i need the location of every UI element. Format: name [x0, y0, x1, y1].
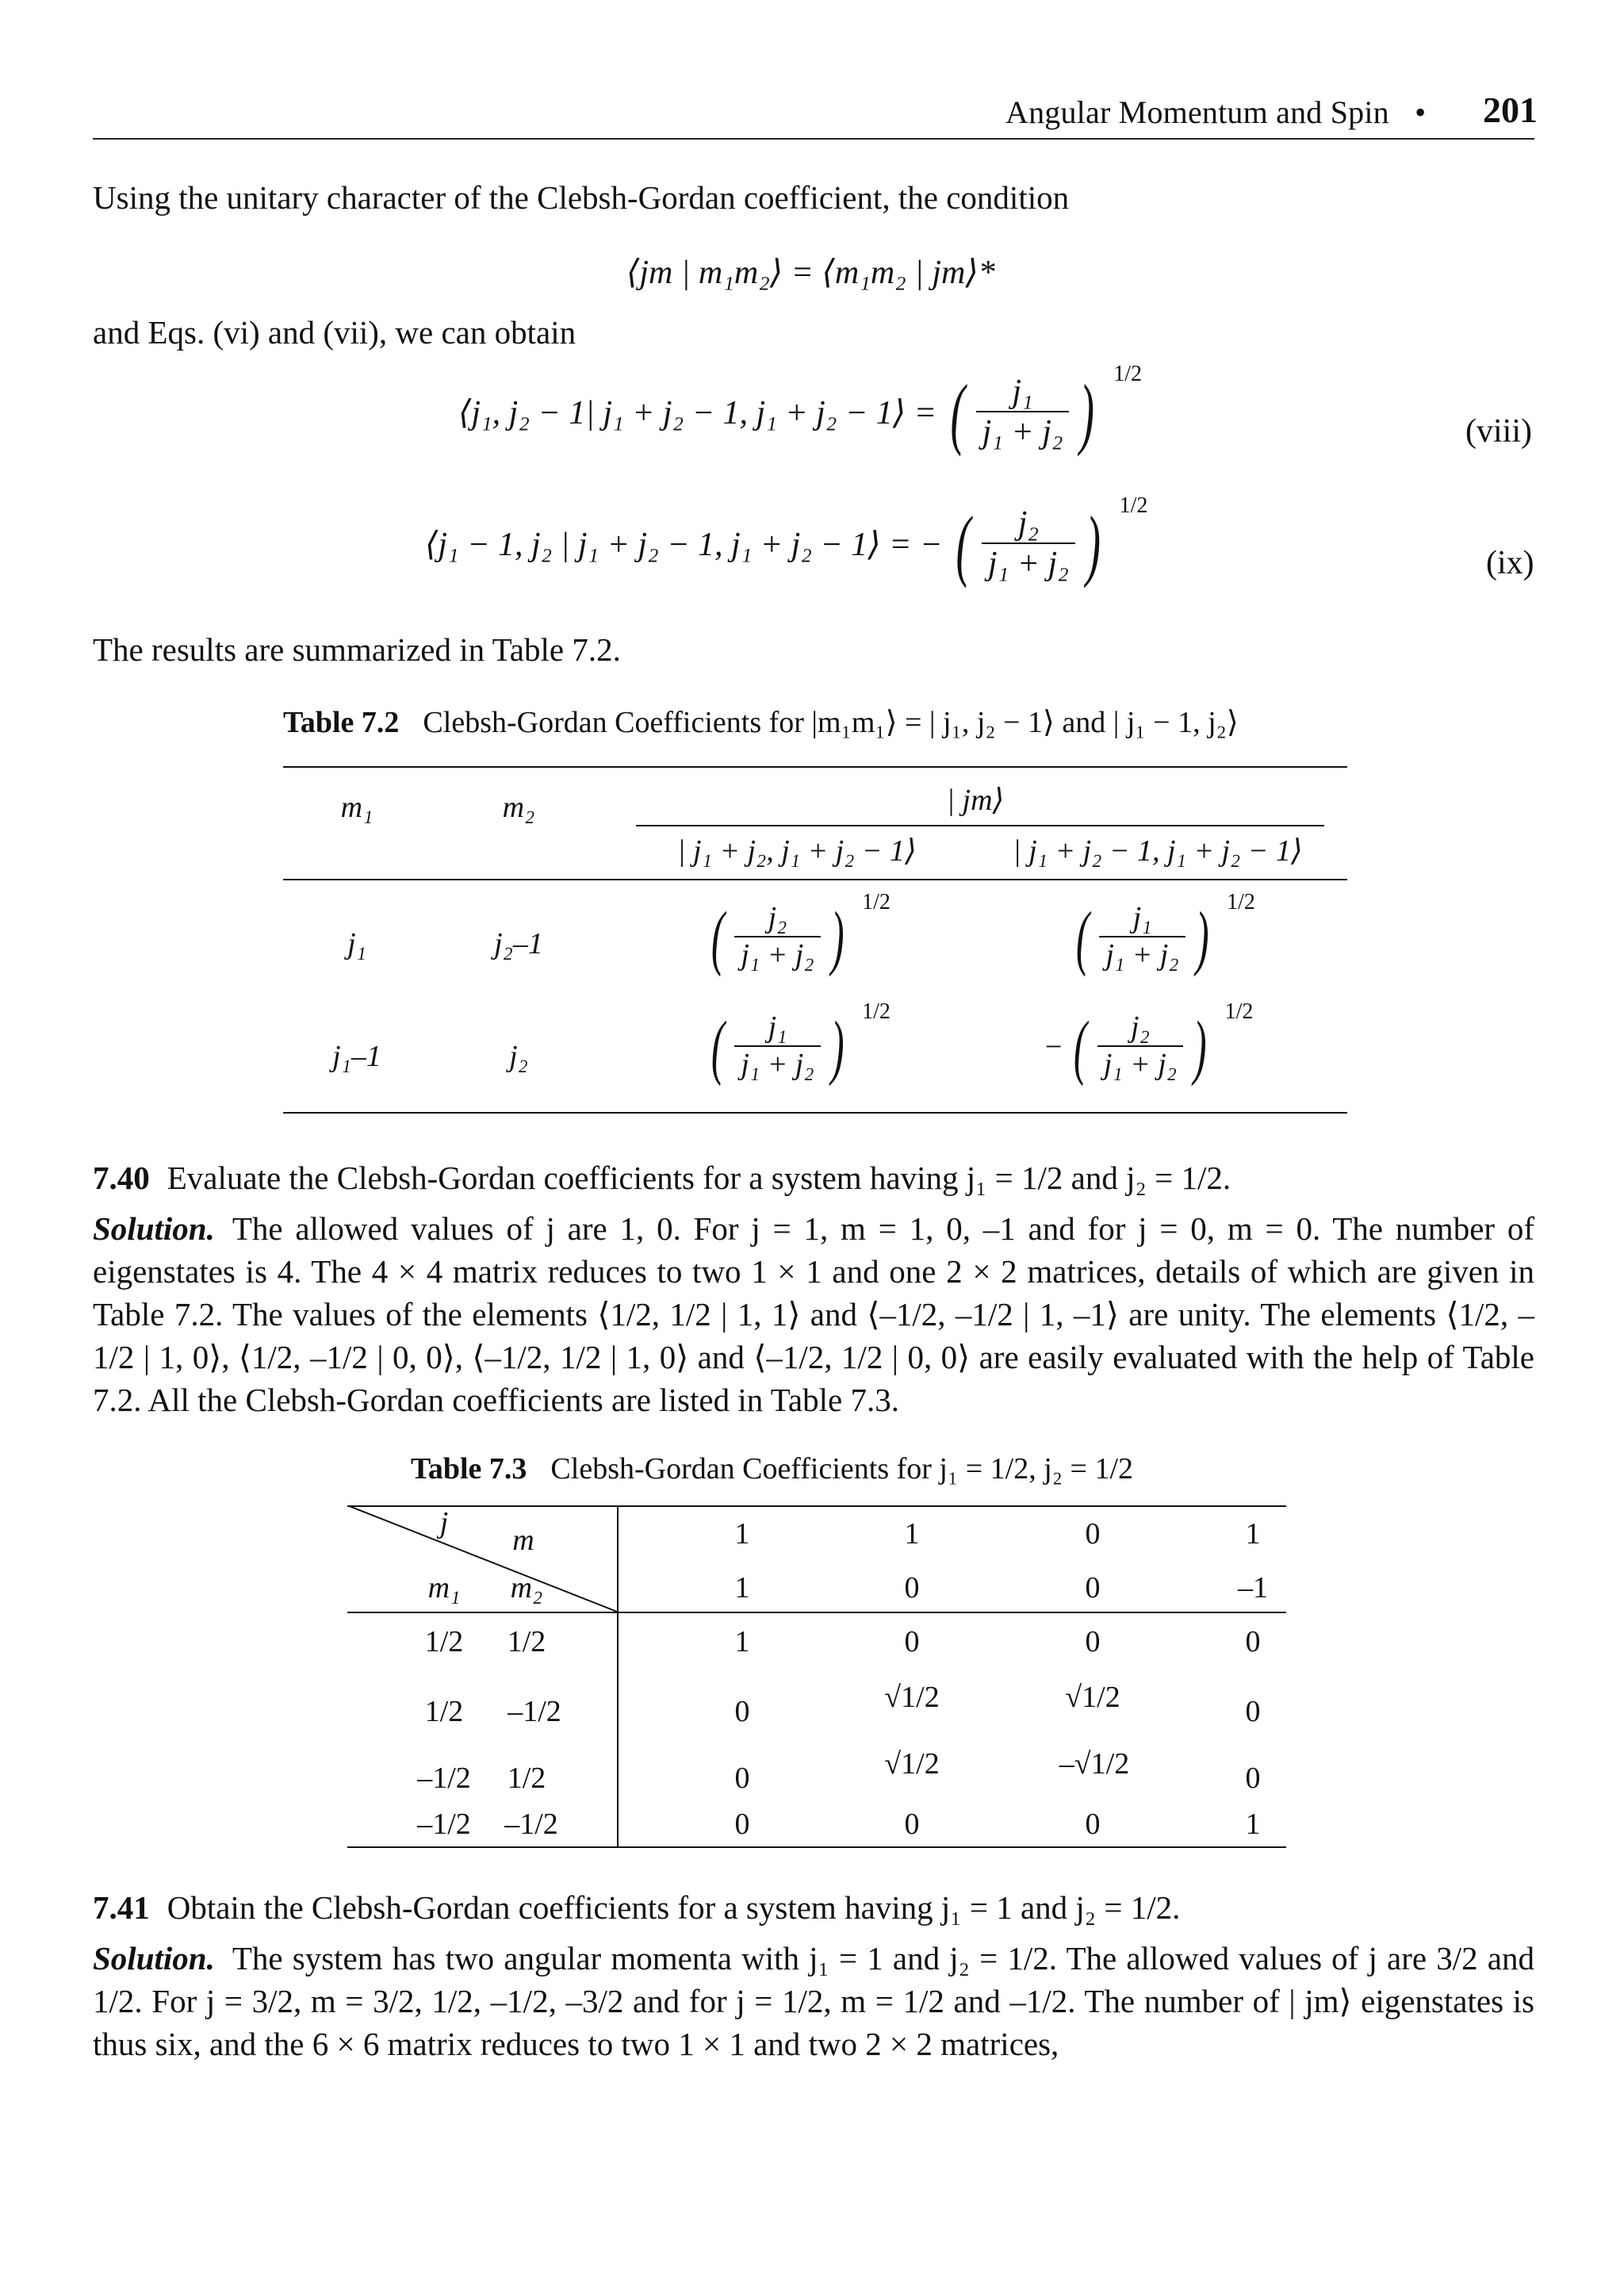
table-7-3-row4-val1: 0: [734, 1808, 750, 1841]
table-7-2-header-m1: m₁: [340, 791, 373, 824]
table-7-3-row2-val3: √1/2: [1065, 1681, 1120, 1714]
problem-7-41-statement: [93, 1886, 1534, 1929]
table-7-3-row2-m2: –1/2: [508, 1695, 561, 1728]
problem-7-40-number: 7.40: [93, 1160, 150, 1196]
equation-ix-denominator: j₁ + j₂: [982, 542, 1075, 584]
table-7-3-corner-m1: m₁: [427, 1571, 461, 1604]
problem-7-41-text: Obtain the Clebsh-Gordan coefficients for a system having j₁ = 1 and j₂ = 1/2.: [167, 1889, 1181, 1926]
table-7-3-row1-val2: 0: [904, 1625, 920, 1658]
table-7-3-caption: [411, 1451, 1133, 1486]
table-7-2-row2-coef2: − ( $\frac{\text{j₂}}{\text{j₁ + j₂}}$ ) 1/2: [1045, 999, 1254, 1087]
problem-7-40-solution-label: Solution.: [93, 1210, 215, 1247]
table-7-3-m-col2: 0: [904, 1571, 920, 1604]
problem-7-40-solution-text: The allowed values of j are 1, 0. For j = 1, m = 1, 0, –1 and for j = 0, m = 0. The number of eigenstates is 4. The 4 × 4 matrix reduces to two 1 × 1 and one 2 × 2 matrices, details of which are given in Table 7.2. The values of the elements ⟨1/2, 1/2 | 1, 1⟩ and ⟨–1/2, –1/2 | 1, –1⟩ are unity. The elements ⟨1/2, –1/2 | 1, 0⟩, ⟨1/2, –1/2 | 0, 0⟩, ⟨–1/2, 1/2 | 1, 0⟩ and ⟨–1/2, 1/2 | 0, 0⟩ are easily evaluated with the help of Table 7.2. All the Clebsh-Gordan coefficients are listed in Table 7.3.: [93, 1210, 1534, 1418]
table-7-3-row3-m1: –1/2: [417, 1762, 471, 1795]
table-7-3-row2-val2: √1/2: [884, 1681, 940, 1714]
equation-viii: [458, 362, 1143, 457]
header-rule: [93, 138, 1534, 140]
table-7-2-label: Table 7.2: [283, 706, 400, 739]
fraction-power: 1/2: [862, 999, 891, 1024]
intro-line-2: and Eqs. (vi) and (vii), we can obtain: [93, 314, 576, 351]
table-7-2-header-jm: | jm⟩: [946, 784, 1005, 817]
table-7-3-m-col3: 0: [1085, 1571, 1101, 1604]
fraction-denominator: j₁ + j₂: [1097, 1045, 1183, 1083]
equation-ix-power: 1/2: [1119, 493, 1148, 518]
table-7-3-row1-val3: 0: [1085, 1625, 1101, 1658]
running-title: Angular Momentum and Spin: [1005, 94, 1389, 130]
table-7-3-j-col2: 1: [904, 1517, 920, 1551]
equation-viii-lhs: ⟨j₁, j₂ − 1| j₁ + j₂ − 1, j₁ + j₂ − 1⟩ =: [458, 395, 936, 432]
table-7-3-j-col1: 1: [734, 1517, 750, 1551]
table-7-3-label: Table 7.3: [411, 1452, 527, 1486]
table-7-3-row4-val2: 0: [904, 1808, 920, 1841]
equation-ix-tag: (ix): [1486, 545, 1534, 581]
table-7-3-vertical-rule: [617, 1505, 619, 1848]
summary-line: The results are summarized in Table 7.2.: [93, 631, 621, 668]
equation-ix-numerator: j₂: [1017, 505, 1039, 542]
bullet: •: [1415, 94, 1427, 130]
table-7-3-corner-j: j: [439, 1506, 449, 1539]
table-7-2-row1-coef2: ( $\frac{\text{j₁}}{\text{j₁ + j₂}}$ ) 1/2: [1075, 890, 1255, 978]
table-7-3-bottom-rule: [347, 1846, 1286, 1848]
table-7-2-sub-rule: [636, 825, 1324, 826]
equation-ix-rhs: ( $\frac{\text{j₂}}{\text{j₁ + j₂}}$ ) 1/2: [956, 493, 1148, 589]
equation-ix-lhs: ⟨j₁ − 1, j₂ | j₁ + j₂ − 1, j₁ + j₂ − 1⟩ = −: [425, 527, 943, 564]
table-7-3-row3-val2: √1/2: [884, 1747, 940, 1781]
page-number: 201: [1483, 90, 1538, 130]
table-7-3-row4-m1: –1/2: [417, 1808, 471, 1841]
table-7-3-row1-val1: 1: [734, 1625, 750, 1658]
table-7-2-row2-m1: j₁–1: [332, 1040, 381, 1073]
running-head: [1005, 94, 1443, 131]
minus-sign: −: [1045, 1029, 1063, 1064]
table-7-3-row3-val4: 0: [1245, 1762, 1261, 1795]
problem-7-40-text: Evaluate the Clebsh-Gordan coefficients for a system having j₁ = 1/2 and j₂ = 1/2.: [167, 1160, 1231, 1196]
equation-ix: [425, 493, 1148, 589]
problem-7-41-solution: [93, 1937, 1534, 2065]
fraction-denominator: j₁ + j₂: [1099, 936, 1185, 974]
table-7-3-header-rule: [347, 1612, 1286, 1613]
table-7-3-row3-val1: 0: [734, 1762, 750, 1795]
table-7-3-row4-val4: 1: [1245, 1808, 1261, 1841]
table-7-2-bottom-rule: [283, 1112, 1347, 1114]
table-7-3-j-col4: 1: [1245, 1517, 1261, 1551]
fraction-numerator: j₁: [768, 1010, 787, 1044]
table-7-3-row3-m2: 1/2: [507, 1762, 546, 1795]
intro-line-1: Using the unitary character of the Clebsh-Gordan coefficient, the condition: [93, 179, 1070, 216]
table-7-2-row1-coef1: ( $\frac{\text{j₂}}{\text{j₁ + j₂}}$ ) 1/2: [710, 890, 891, 978]
table-7-3-m-col1: 1: [734, 1571, 750, 1604]
table-7-3-row3-val3: –√1/2: [1059, 1747, 1130, 1781]
table-7-3-row2-val1: 0: [734, 1695, 750, 1728]
fraction-denominator: j₁ + j₂: [734, 1045, 820, 1083]
table-7-2-caption: [283, 704, 1239, 740]
table-7-2-title: Clebsh-Gordan Coefficients for |m₁m₁⟩ = | j₁, j₂ − 1⟩ and | j₁ − 1, j₂⟩: [423, 706, 1239, 739]
equation-viii-numerator: j₁: [1012, 374, 1033, 411]
table-7-3-row1-m2: 1/2: [507, 1625, 546, 1658]
equation-viii-tag: (viii): [1465, 413, 1532, 450]
fraction-denominator: j₁ + j₂: [734, 936, 820, 974]
table-7-3-title: Clebsh-Gordan Coefficients for j₁ = 1/2, j₂ = 1/2: [550, 1452, 1134, 1486]
table-7-3-row1-val4: 0: [1245, 1625, 1261, 1658]
table-7-3-corner-m2: m₂: [510, 1571, 543, 1604]
fraction-numerator: j₂: [768, 901, 787, 934]
equation-viii-denominator: j₁ + j₂: [976, 411, 1070, 452]
fraction-numerator: j₁: [1132, 901, 1152, 934]
table-7-3-m-col4: –1: [1238, 1571, 1268, 1604]
fraction-power: 1/2: [862, 890, 891, 914]
equation-viii-power: 1/2: [1113, 362, 1143, 386]
table-7-2-mid-rule: [283, 879, 1347, 880]
table-7-3-row1-m1: 1/2: [424, 1625, 464, 1658]
table-7-3-row4-m2: –1/2: [504, 1808, 558, 1841]
fraction-numerator: j₂: [1131, 1010, 1150, 1044]
table-7-2-header-m2: m₂: [502, 791, 535, 824]
table-7-2-subheader-2: | j₁ + j₂ − 1, j₁ + j₂ − 1⟩: [1013, 834, 1303, 868]
table-7-2-row1-m1: j₁: [347, 927, 366, 960]
table-7-2-row1-m2: j₂–1: [494, 927, 543, 960]
problem-7-40-solution: [93, 1207, 1534, 1421]
problem-7-41-solution-text: The system has two angular momenta with j₁ = 1 and j₂ = 1/2. The allowed values of j are 3/2 and 1/2. For j = 3/2, m = 3/2, 1/2, –1/2, –3/2 and for j = 1/2, m = 1/2 and –1/2. The number of | jm⟩ eigenstates is thus six, and the 6 × 6 matrix reduces to two 1 × 1 and two 2 × 2 matrices,: [93, 1940, 1534, 2062]
table-7-3-j-col3: 0: [1085, 1517, 1101, 1551]
problem-7-40-statement: [93, 1156, 1534, 1199]
table-7-3-corner-diagonal: [347, 1505, 621, 1613]
table-7-3-row2-m1: 1/2: [424, 1695, 464, 1728]
table-7-2-subheader-1: | j₁ + j₂, j₁ + j₂ − 1⟩: [677, 834, 917, 868]
table-7-3-corner-m: m: [512, 1524, 534, 1557]
fraction-power: 1/2: [1227, 890, 1255, 914]
equation-viii-rhs: ( $\frac{\text{j₁}}{\text{j₁ + j₂}}$ ) 1/2: [950, 362, 1143, 457]
problem-7-41-solution-label: Solution.: [93, 1940, 215, 1976]
table-7-2-top-rule: [283, 766, 1347, 768]
table-7-3-row2-val4: 0: [1245, 1695, 1261, 1728]
table-7-2-row2-coef1: ( $\frac{\text{j₁}}{\text{j₁ + j₂}}$ ) 1/2: [710, 999, 891, 1087]
fraction-power: 1/2: [1224, 999, 1254, 1024]
problem-7-41-number: 7.41: [93, 1889, 150, 1926]
table-7-2-row2-m2: j₂: [509, 1040, 528, 1073]
condition-equation: ⟨jm | m₁m₂⟩ = ⟨m₁m₂ | jm⟩*: [626, 255, 995, 291]
table-7-3-row4-val3: 0: [1085, 1808, 1101, 1841]
